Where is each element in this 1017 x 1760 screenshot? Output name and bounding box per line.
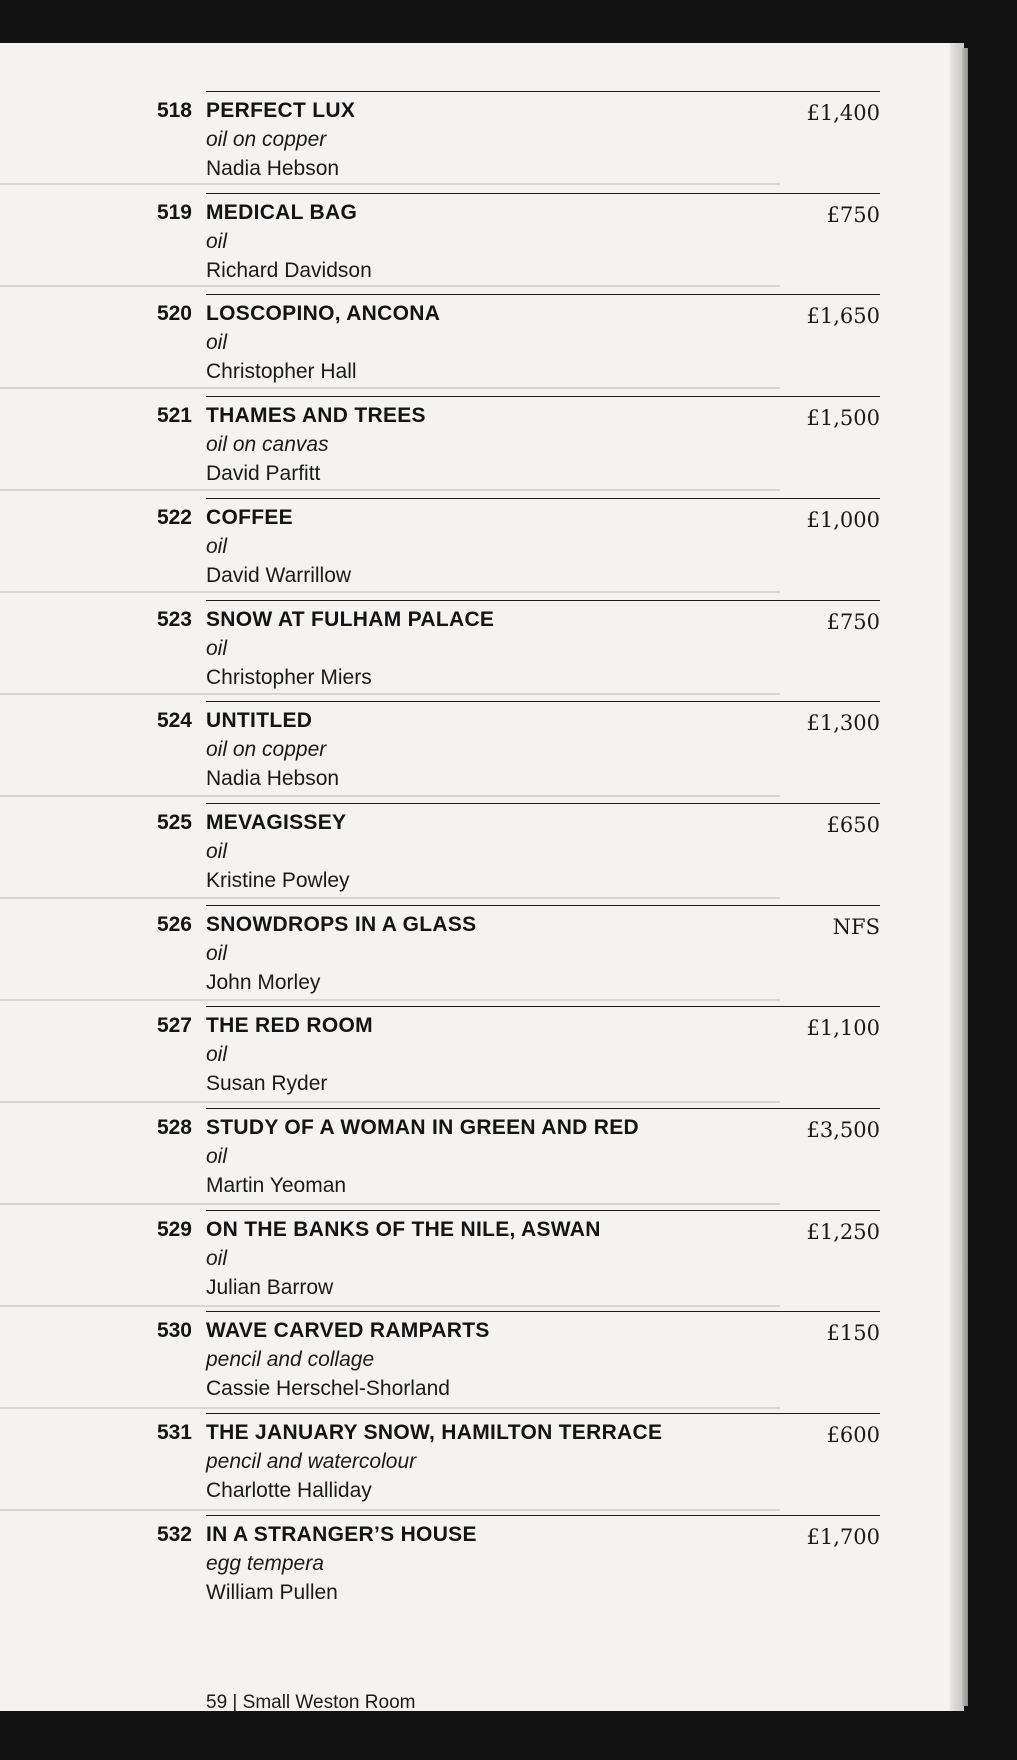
- artwork-price: NFS: [832, 914, 880, 939]
- catalogue-entry: [140, 396, 880, 497]
- artwork-price: £1,650: [806, 304, 880, 329]
- artwork-price: £1,250: [806, 1219, 880, 1244]
- artwork-title: MEDICAL BAG: [206, 200, 358, 224]
- entry-divider: [206, 91, 880, 92]
- artwork-title: THAMES AND TREES: [206, 404, 426, 428]
- entry-number: 531: [156, 1421, 192, 1445]
- artwork-title: SNOWDROPS IN A GLASS: [206, 912, 477, 936]
- entry-number: 526: [156, 912, 192, 936]
- entry-divider: [206, 905, 880, 906]
- artwork-price: £1,000: [806, 507, 880, 532]
- artwork-medium: pencil and collage: [206, 1348, 375, 1372]
- artwork-medium: oil: [206, 331, 228, 355]
- artwork-price: £750: [826, 609, 880, 634]
- artwork-medium: oil: [206, 229, 228, 253]
- artist-name: David Parfitt: [206, 462, 321, 486]
- artist-name: David Warrillow: [206, 563, 352, 587]
- room-name: Small Weston Room: [242, 1692, 416, 1711]
- artist-name: Christopher Hall: [206, 360, 357, 384]
- catalogue-entry: [140, 1006, 880, 1107]
- entry-number: 519: [156, 200, 192, 224]
- artwork-price: £1,100: [806, 1016, 880, 1041]
- catalogue-entry: [140, 91, 880, 192]
- artist-name: William Pullen: [206, 1580, 338, 1604]
- catalogue-entry: [140, 1108, 880, 1209]
- catalogue-entry: [140, 193, 880, 294]
- entry-number: 530: [156, 1319, 192, 1343]
- artwork-title: UNTITLED: [206, 709, 313, 733]
- page-edge-shadow: [962, 48, 968, 1706]
- artwork-title: THE JANUARY SNOW, HAMILTON TERRACE: [206, 1421, 663, 1445]
- artwork-title: SNOW AT FULHAM PALACE: [206, 607, 495, 631]
- page-footer: [206, 1692, 415, 1711]
- artwork-price: £1,700: [806, 1524, 880, 1549]
- entry-number: 518: [156, 99, 192, 122]
- artwork-price: £3,500: [806, 1118, 880, 1142]
- entry-divider: [206, 1108, 880, 1109]
- artwork-medium: pencil and watercolour: [206, 1450, 417, 1474]
- footer-separator: |: [232, 1692, 238, 1711]
- entry-number: 524: [156, 709, 192, 733]
- artist-name: John Morley: [206, 970, 321, 994]
- entry-number: 528: [156, 1116, 192, 1139]
- entry-number: 521: [156, 404, 192, 428]
- entry-number: 529: [156, 1217, 192, 1241]
- artwork-medium: oil: [206, 1043, 228, 1067]
- artist-name: Charlotte Halliday: [206, 1479, 372, 1503]
- artist-name: Susan Ryder: [206, 1072, 328, 1096]
- catalogue-entry: [140, 294, 880, 395]
- catalogue-entry: [140, 1515, 880, 1616]
- entry-divider: [206, 1210, 880, 1211]
- entry-number: 532: [156, 1522, 192, 1546]
- artwork-price: £750: [826, 202, 880, 227]
- artwork-title: STUDY OF A WOMAN IN GREEN AND RED: [206, 1116, 640, 1139]
- artwork-title: WAVE CARVED RAMPARTS: [206, 1319, 490, 1343]
- artwork-title: LOSCOPINO, ANCONA: [206, 302, 441, 326]
- artwork-price: £1,500: [806, 406, 880, 431]
- entry-divider: [206, 803, 880, 804]
- catalogue-entry: [140, 803, 880, 904]
- entry-divider: [206, 498, 880, 499]
- artwork-medium: oil on canvas: [206, 433, 329, 457]
- artwork-title: ON THE BANKS OF THE NILE, ASWAN: [206, 1217, 601, 1241]
- artist-name: Nadia Hebson: [206, 767, 340, 791]
- entry-number: 527: [156, 1014, 192, 1038]
- artwork-title: PERFECT LUX: [206, 99, 356, 122]
- artwork-price: £600: [826, 1423, 880, 1448]
- catalogue-entry: [140, 1413, 880, 1514]
- artwork-medium: oil: [206, 941, 228, 965]
- catalogue-page: [0, 43, 958, 1711]
- entry-divider: [206, 396, 880, 397]
- entry-divider: [206, 701, 880, 702]
- artwork-medium: oil: [206, 1145, 228, 1168]
- catalogue-entry: [140, 905, 880, 1006]
- entry-number: 525: [156, 810, 192, 834]
- artist-name: Kristine Powley: [206, 868, 350, 892]
- artwork-medium: oil on copper: [206, 738, 327, 762]
- artist-name: Richard Davidson: [206, 258, 372, 282]
- entry-number: 520: [156, 302, 192, 326]
- artwork-title: COFFEE: [206, 505, 293, 529]
- artwork-title: IN A STRANGER’S HOUSE: [206, 1522, 477, 1546]
- catalogue-entry: [140, 1311, 880, 1412]
- entry-divider: [206, 193, 880, 194]
- catalogue-entry: [140, 701, 880, 802]
- artwork-title: THE RED ROOM: [206, 1014, 373, 1038]
- artwork-price: £150: [826, 1321, 880, 1346]
- artwork-medium: egg tempera: [206, 1551, 324, 1575]
- artwork-medium: oil on copper: [206, 128, 327, 151]
- artwork-medium: oil: [206, 1246, 228, 1270]
- catalogue-entry: [140, 498, 880, 599]
- page-number: 59: [206, 1692, 228, 1711]
- entry-divider: [206, 1006, 880, 1007]
- artwork-price: £1,400: [806, 101, 880, 125]
- artwork-medium: oil: [206, 534, 228, 558]
- artwork-title: MEVAGISSEY: [206, 810, 347, 834]
- artist-name: Martin Yeoman: [206, 1174, 347, 1197]
- entry-number: 523: [156, 607, 192, 631]
- artist-name: Christopher Miers: [206, 665, 372, 689]
- artwork-price: £1,300: [806, 711, 880, 736]
- entry-divider: [206, 1413, 880, 1414]
- entry-divider: [206, 294, 880, 295]
- artwork-price: £650: [826, 812, 880, 837]
- entry-divider: [206, 1515, 880, 1516]
- catalogue-entry: [140, 1210, 880, 1311]
- catalogue-entry: [140, 600, 880, 701]
- artwork-medium: oil: [206, 636, 228, 660]
- entry-divider: [206, 1311, 880, 1312]
- entry-number: 522: [156, 505, 192, 529]
- entry-divider: [206, 600, 880, 601]
- artwork-medium: oil: [206, 839, 228, 863]
- artist-name: Nadia Hebson: [206, 157, 340, 180]
- artist-name: Julian Barrow: [206, 1275, 334, 1299]
- artist-name: Cassie Herschel-Shorland: [206, 1377, 450, 1401]
